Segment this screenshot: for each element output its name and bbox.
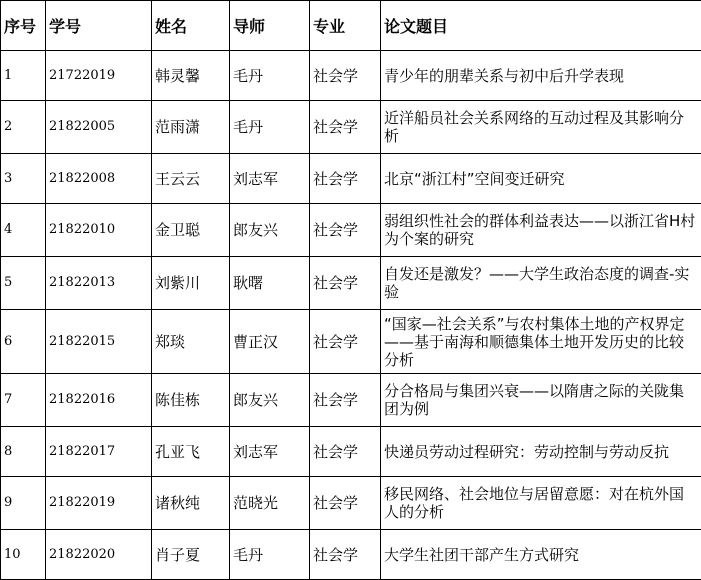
cell-seq: 10 [1,530,46,580]
cell-student-id: 21822019 [46,477,152,530]
cell-student-id: 21822020 [46,530,152,580]
header-major: 专业 [310,1,381,51]
cell-name: 陈佳栋 [152,374,230,427]
cell-thesis: 自发还是激发？——大学生政治态度的调查-实验 [381,257,701,310]
cell-major: 社会学 [310,374,381,427]
cell-advisor: 毛丹 [230,51,310,101]
cell-advisor: 郎友兴 [230,374,310,427]
cell-seq: 4 [1,204,46,257]
table-row [1,477,701,530]
cell-thesis: “国家—社会关系”与农村集体土地的产权界定——基于南海和顺德集体土地开发历史的比较分析 [381,310,701,374]
header-advisor: 导师 [230,1,310,51]
cell-seq: 5 [1,257,46,310]
cell-name: 肖子夏 [152,530,230,580]
cell-thesis: 弱组织性社会的群体利益表达——以浙江省H村为个案的研究 [381,204,701,257]
cell-student-id: 21822013 [46,257,152,310]
cell-seq: 1 [1,51,46,101]
cell-major: 社会学 [310,101,381,154]
cell-student-id: 21822017 [46,427,152,477]
cell-student-id: 21822008 [46,154,152,204]
cell-advisor: 范晓光 [230,477,310,530]
header-seq: 序号 [1,1,46,51]
cell-thesis: 大学生社团干部产生方式研究 [381,530,701,580]
cell-student-id: 21822010 [46,204,152,257]
cell-student-id: 21822016 [46,374,152,427]
cell-name: 孔亚飞 [152,427,230,477]
cell-advisor: 刘志军 [230,427,310,477]
cell-name: 韩灵馨 [152,51,230,101]
cell-student-id: 21822005 [46,101,152,154]
cell-seq: 6 [1,310,46,374]
cell-thesis: 青少年的朋辈关系与初中后升学表现 [381,51,701,101]
cell-major: 社会学 [310,427,381,477]
cell-student-id: 21822015 [46,310,152,374]
cell-seq: 9 [1,477,46,530]
table-row [1,204,701,257]
table-row [1,51,701,101]
cell-name: 郑琰 [152,310,230,374]
cell-major: 社会学 [310,477,381,530]
cell-name: 诸秋纯 [152,477,230,530]
cell-thesis: 近洋船员社会关系网络的互动过程及其影响分析 [381,101,701,154]
cell-major: 社会学 [310,257,381,310]
cell-seq: 2 [1,101,46,154]
cell-thesis: 移民网络、社会地位与居留意愿：对在杭外国人的分析 [381,477,701,530]
cell-major: 社会学 [310,530,381,580]
table-row [1,427,701,477]
cell-thesis: 快递员劳动过程研究：劳动控制与劳动反抗 [381,427,701,477]
cell-major: 社会学 [310,154,381,204]
cell-thesis: 北京“浙江村”空间变迁研究 [381,154,701,204]
table-row [1,257,701,310]
cell-major: 社会学 [310,51,381,101]
table-row [1,310,701,374]
header-student-id: 学号 [46,1,152,51]
cell-name: 金卫聪 [152,204,230,257]
cell-seq: 7 [1,374,46,427]
cell-major: 社会学 [310,204,381,257]
cell-advisor: 郎友兴 [230,204,310,257]
cell-seq: 3 [1,154,46,204]
cell-name: 王云云 [152,154,230,204]
table-row [1,374,701,427]
cell-thesis: 分合格局与集团兴衰——以隋唐之际的关陇集团为例 [381,374,701,427]
cell-name: 范雨潇 [152,101,230,154]
cell-advisor: 耿曙 [230,257,310,310]
cell-name: 刘紫川 [152,257,230,310]
cell-advisor: 刘志军 [230,154,310,204]
cell-advisor: 毛丹 [230,101,310,154]
table-row [1,154,701,204]
cell-major: 社会学 [310,310,381,374]
cell-seq: 8 [1,427,46,477]
header-thesis: 论文题目 [381,1,701,51]
header-name: 姓名 [152,1,230,51]
cell-advisor: 曹正汉 [230,310,310,374]
cell-student-id: 21722019 [46,51,152,101]
table-row [1,101,701,154]
table-header-row [1,1,701,51]
cell-advisor: 毛丹 [230,530,310,580]
